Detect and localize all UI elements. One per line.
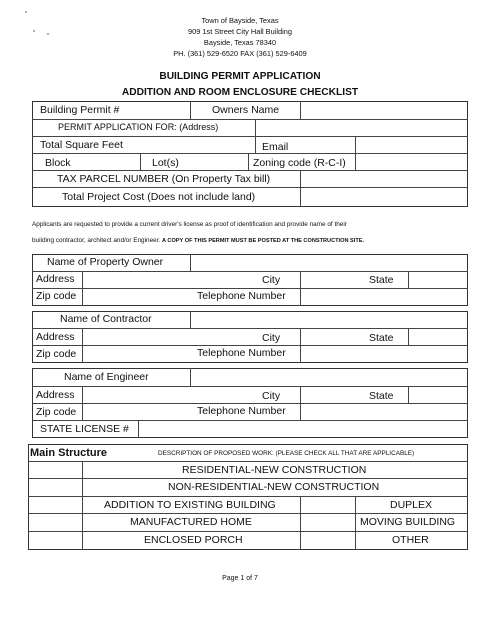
work-description-label: DESCRIPTION OF PROPOSED WORK: (PLEASE CHECK ALL THAT ARE APPLICABLE) bbox=[158, 450, 415, 457]
tax-parcel-label: TAX PARCEL NUMBER (On Property Tax bill) bbox=[57, 173, 271, 185]
option-other: OTHER bbox=[392, 534, 429, 546]
project-cost-label: Total Project Cost (Does not include land) bbox=[62, 191, 256, 203]
phone-fax: PH. (361) 529-6520 FAX (361) 529-6409 bbox=[173, 49, 307, 58]
main-structure-heading: Main Structure bbox=[30, 447, 108, 459]
contractor-zip-label: Zip code bbox=[36, 348, 77, 360]
email-label: Email bbox=[262, 141, 289, 153]
owners-name-label: Owners Name bbox=[212, 104, 280, 116]
square-feet-label: Total Square Feet bbox=[40, 139, 123, 151]
page-subtitle: ADDITION AND ROOM ENCLOSURE CHECKLIST bbox=[121, 87, 359, 98]
contractor-state-label: State bbox=[369, 332, 394, 344]
city-address: Bayside, Texas 78340 bbox=[203, 38, 277, 47]
owner-zip-label: Zip code bbox=[36, 290, 77, 302]
engineer-state-label: State bbox=[369, 390, 394, 402]
contractor-address-label: Address bbox=[36, 331, 75, 343]
engineer-phone-label: Telephone Number bbox=[197, 405, 286, 417]
block-label: Block bbox=[45, 157, 71, 169]
contractor-city-label: City bbox=[262, 332, 281, 344]
license-notice: Applicants are requested to provide a current driver's license as proof of identification and provide name of their bbox=[32, 221, 347, 228]
engineer-address-label: Address bbox=[36, 389, 75, 401]
owner-city-label: City bbox=[262, 274, 281, 286]
posting-notice: building contractor, architect and/or Engineer. A COPY OF THIS PERMIT MUST BE POSTED AT THE CONSTRUCTION SITE. bbox=[32, 237, 365, 244]
engineer-heading: Name of Engineer bbox=[64, 371, 149, 383]
engineer-city-label: City bbox=[262, 390, 281, 402]
owner-phone-label: Telephone Number bbox=[197, 290, 286, 302]
option-addition: ADDITION TO EXISTING BUILDING bbox=[104, 499, 276, 511]
application-address-label: PERMIT APPLICATION FOR: (Address) bbox=[58, 122, 219, 132]
owner-heading: Name of Property Owner bbox=[47, 256, 164, 268]
scan-speck bbox=[25, 11, 27, 13]
contractor-heading: Name of Contractor bbox=[60, 313, 152, 325]
option-nonresidential-new: NON-RESIDENTIAL-NEW CONSTRUCTION bbox=[168, 481, 380, 493]
option-duplex: DUPLEX bbox=[390, 499, 433, 511]
option-manufactured-home: MANUFACTURED HOME bbox=[130, 516, 252, 528]
page-number: Page 1 of 7 bbox=[222, 575, 258, 582]
building-permit-label: Building Permit # bbox=[40, 104, 120, 116]
contractor-phone-label: Telephone Number bbox=[197, 347, 286, 359]
owner-state-label: State bbox=[369, 274, 394, 286]
option-moving-building: MOVING BUILDING bbox=[360, 516, 456, 528]
zoning-label: Zoning code (R-C-I) bbox=[253, 157, 346, 169]
town-name: Town of Bayside, Texas bbox=[201, 16, 279, 25]
engineer-zip-label: Zip code bbox=[36, 406, 77, 418]
lots-label: Lot(s) bbox=[152, 157, 179, 169]
option-residential-new: RESIDENTIAL-NEW CONSTRUCTION bbox=[182, 464, 367, 476]
state-license-label: STATE LICENSE # bbox=[40, 423, 129, 435]
street-address: 909 1st Street City Hall Building bbox=[188, 27, 292, 36]
page-title: BUILDING PERMIT APPLICATION bbox=[159, 71, 321, 82]
option-enclosed-porch: ENCLOSED PORCH bbox=[144, 534, 243, 546]
owner-address-label: Address bbox=[36, 273, 75, 285]
